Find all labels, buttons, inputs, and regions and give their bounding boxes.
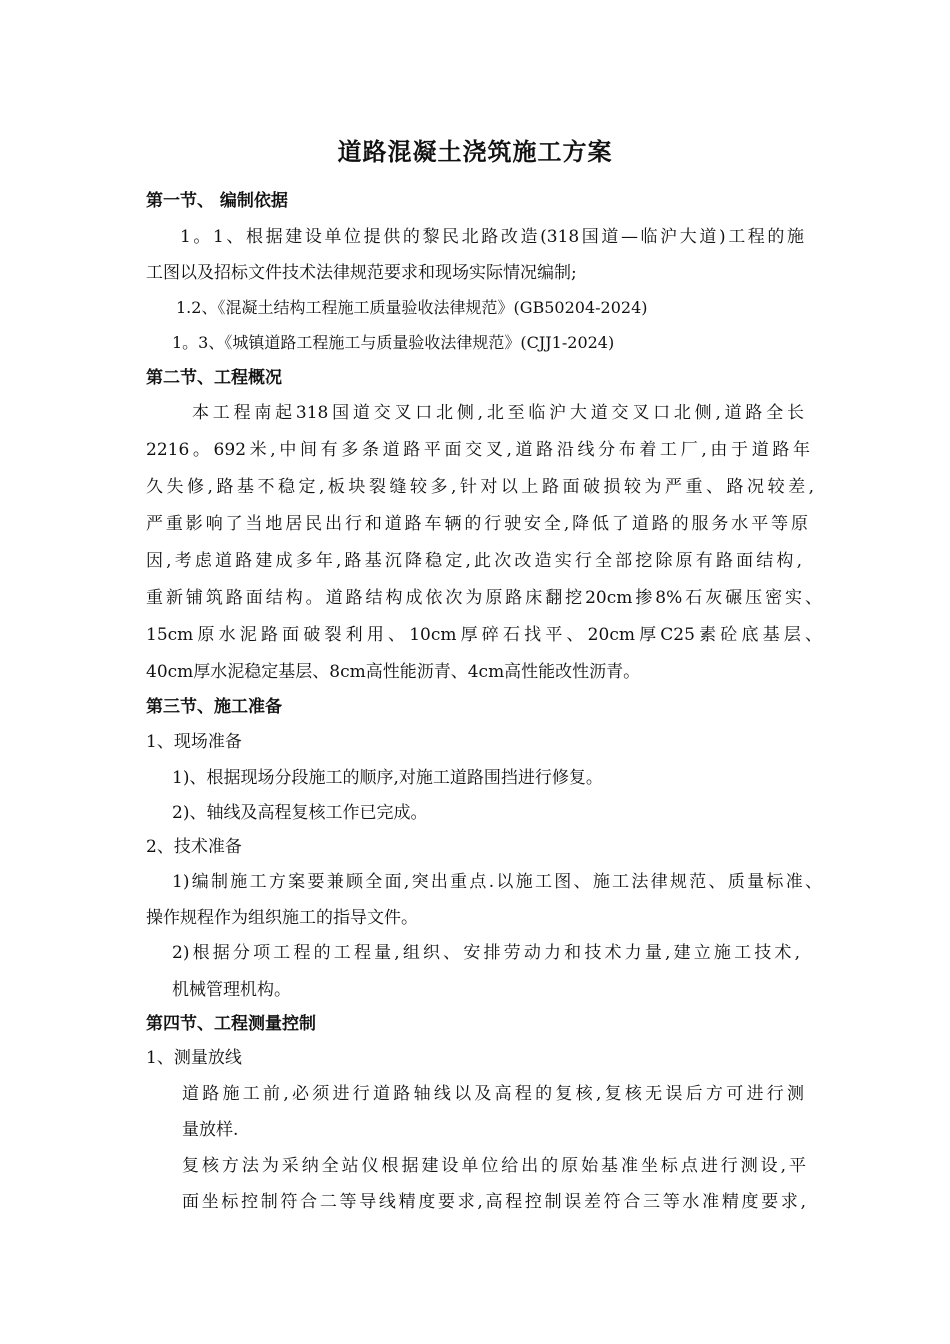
section-2-line-6: 重新铺筑路面结构。道路结构成依次为原路床翻挖20cm掺8%石灰碾压密实、 <box>146 588 822 608</box>
section-3-heading: 第三节、施工准备 <box>146 697 282 717</box>
document-title: 道路混凝土浇筑施工方案 <box>337 137 613 166</box>
section-3-sub-2-item-1-line-1: 1)编制施工方案要兼顾全面,突出重点.以施工图、施工法律规范、质量标准、 <box>172 872 822 892</box>
section-3-sub-2-item-1-line-2: 操作规程作为组织施工的指导文件。 <box>146 908 418 928</box>
section-3-sub-2: 2、技术准备 <box>146 837 242 857</box>
section-4-heading: 第四节、工程测量控制 <box>146 1014 316 1034</box>
section-2-heading: 第二节、工程概况 <box>146 368 282 388</box>
section-3-sub-2-item-2-line-1: 2)根据分项工程的工程量,组织、安排劳动力和技术力量,建立施工技术, <box>172 943 800 963</box>
section-3-sub-1-item-2: 2)、轴线及高程复核工作已完成。 <box>172 803 428 823</box>
section-2-line-7: 15cm原水泥路面破裂利用、10cm厚碎石找平、20cm厚C25素砼底基层、 <box>146 625 822 645</box>
section-1-item-1-line-1: 1。1、根据建设单位提供的黎民北路改造(318国道—临沪大道)工程的施 <box>180 227 804 247</box>
section-1-item-1-line-2: 工图以及招标文件技术法律规范要求和现场实际情况编制; <box>146 263 577 283</box>
section-4-line-1: 道路施工前,必须进行道路轴线以及高程的复核,复核无误后方可进行测 <box>182 1084 804 1104</box>
section-3-sub-1: 1、现场准备 <box>146 732 242 752</box>
section-4-line-2: 量放样. <box>182 1120 239 1140</box>
section-3-sub-2-item-2-line-2: 机械管理机构。 <box>172 980 291 1000</box>
section-2-line-4: 严重影响了当地居民出行和道路车辆的行驶安全,降低了道路的服务水平等原 <box>146 514 808 534</box>
section-1-item-2: 1.2、《混凝土结构工程施工质量验收法律规范》(GB50204-2024) <box>176 298 648 317</box>
section-4-line-4: 面坐标控制符合二等导线精度要求,高程控制误差符合三等水准精度要求, <box>182 1192 806 1212</box>
section-2-line-8: 40cm厚水泥稳定基层、8cm高性能沥青、4cm高性能改性沥青。 <box>146 662 641 682</box>
section-4-sub-1: 1、测量放线 <box>146 1048 242 1068</box>
section-2-line-3: 久失修,路基不稳定,板块裂缝较多,针对以上路面破损较为严重、路况较差, <box>146 477 814 497</box>
section-3-sub-1-item-1: 1)、根据现场分段施工的顺序,对施工道路围挡进行修复。 <box>172 768 603 788</box>
section-1-heading: 第一节、 编制依据 <box>146 191 288 211</box>
section-1-item-3: 1。3、《城镇道路工程施工与质量验收法律规范》(CJJ1-2024) <box>172 333 615 352</box>
section-2-line-1: 本工程南起318国道交叉口北侧,北至临沪大道交叉口北侧,道路全长 <box>192 403 804 423</box>
section-4-line-3: 复核方法为采纳全站仪根据建设单位给出的原始基准坐标点进行测设,平 <box>182 1156 806 1176</box>
section-2-line-2: 2216。692米,中间有多条道路平面交叉,道路沿线分布着工厂,由于道路年 <box>146 440 810 460</box>
section-2-line-5: 因,考虑道路建成多年,路基沉降稳定,此次改造实行全部挖除原有路面结构, <box>146 551 802 571</box>
